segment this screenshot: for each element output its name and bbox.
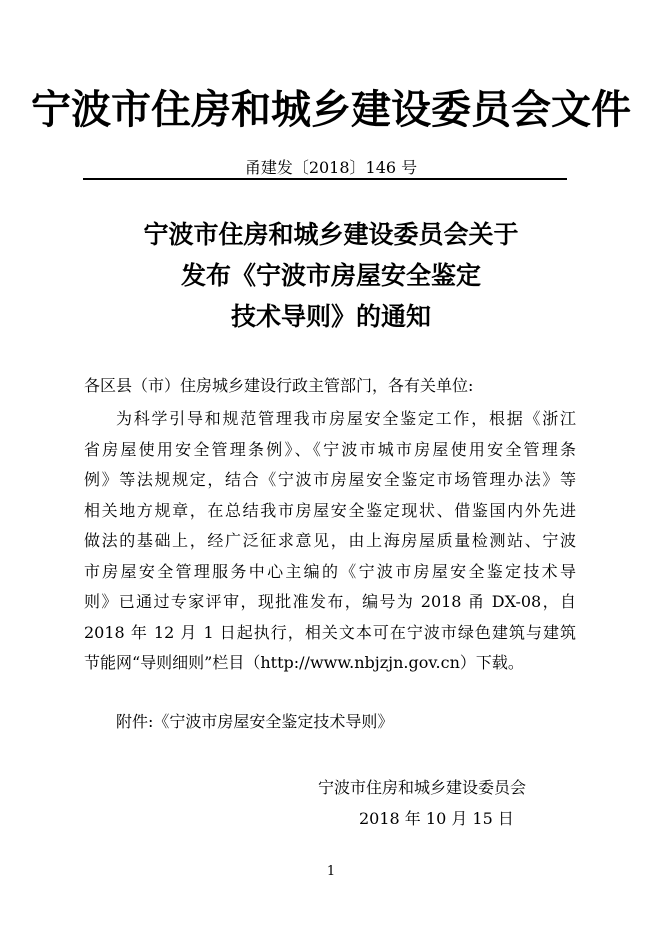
document-header-title: 宁波市住房和城乡建设委员会文件	[31, 87, 631, 133]
notice-title-line: 宁波市住房和城乡建设委员会关于	[143, 220, 519, 249]
paragraph-line: 例》等法规规定，结合《宁波市房屋安全鉴定市场管理办法》等	[84, 470, 576, 489]
notice-title	[0, 214, 662, 337]
paragraph-line: 2018 年 12 月 1 日起执行，相关文本可在宁波市绿色建筑与建筑	[84, 622, 576, 642]
paragraph-line: 则》已通过专家评审，现批准发布，编号为 2018 甬 DX-08，自	[84, 592, 576, 611]
notice-title-line: 技术导则》的通知	[230, 302, 431, 331]
paragraph-line: 省房屋使用安全管理条例》、《宁波市城市房屋使用安全管理条	[84, 439, 576, 459]
paragraph-line: 相关地方规章，在总结我市房屋安全鉴定现状、借鉴国内外先进	[84, 500, 576, 520]
paragraph-line: 为科学引导和规范管理我市房屋安全鉴定工作，根据《浙江	[116, 409, 576, 428]
paragraph-line: 市房屋安全管理服务中心主编的《宁波市房屋安全鉴定技术导	[84, 561, 576, 581]
body-paragraph	[84, 404, 576, 679]
issuer-signature: 宁波市住房和城乡建设委员会	[318, 778, 527, 797]
attachment-note: 附件:《宁波市房屋安全鉴定技术导则》	[116, 712, 394, 731]
salutation: 各区县（市）住房城乡建设行政主管部门，各有关单位:	[84, 376, 474, 395]
header-divider	[83, 178, 567, 180]
paragraph-line: 节能网“导则细则”栏目（http://www.nbjzjn.gov.cn）下载。	[84, 653, 524, 672]
paragraph-line: 做法的基础上，经广泛征求意见，由上海房屋质量检测站、宁波	[84, 531, 576, 550]
document-number: 甬建发〔2018〕146 号	[244, 158, 418, 177]
page-number: 1	[326, 864, 336, 879]
issue-date: 2018 年 10 月 15 日	[359, 809, 514, 828]
notice-title-line: 发布《宁波市房屋安全鉴定	[180, 261, 481, 290]
